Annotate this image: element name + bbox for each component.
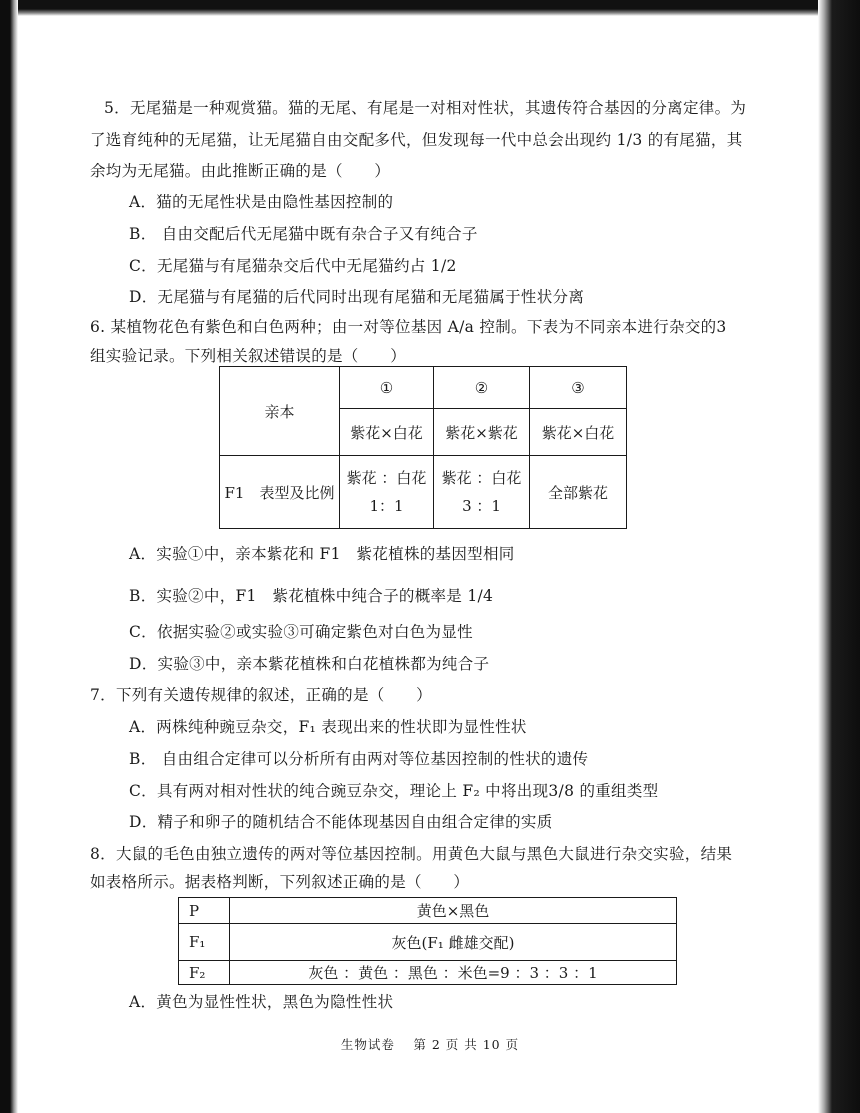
q8-option-a: A．黄色为显性性状，黑色为隐性性状 [129, 993, 394, 1011]
q7-option-b: B． 自由组合定律可以分析所有由两对等位基因控制的性状的遗传 [129, 750, 589, 768]
q6-stem-line2: 组实验记录。下列相关叙述错误的是（ ） [90, 347, 407, 365]
q5-option-d: D．无尾猫与有尾猫的后代同时出现有尾猫和无尾猫属于性状分离 [129, 288, 585, 306]
q6-table-exp3: ③ [530, 367, 627, 409]
q6-table-cross1: 紫花×白花 [340, 409, 434, 456]
q6-cross-table [219, 366, 627, 529]
q8-row-f1-label: F₁ [179, 924, 230, 961]
q6-f1-exp2-value: 3 ：1 [462, 497, 501, 515]
q6-table-exp2: ② [434, 367, 530, 409]
q5-stem-line2: 了选育纯种的无尾猫，让无尾猫自由交配多代，但发现每一代中总会出现约 1/3 的有尾猫，其 [90, 131, 743, 149]
q6-f1-exp1-value: 1：1 [369, 497, 404, 515]
q6-option-b: B．实验②中，F1 紫花植株中纯合子的概率是 1/4 [129, 587, 494, 605]
scan-edge-left [0, 0, 18, 1113]
q6-table-f1-exp3: 全部紫花 [530, 456, 627, 529]
q8-stem-line1: 8．大鼠的毛色由独立遗传的两对等位基因控制。用黄色大鼠与黑色大鼠进行杂交实验，结果 [90, 845, 733, 863]
q6-table-exp1: ① [340, 367, 434, 409]
q6-table-cross2: 紫花×紫花 [434, 409, 530, 456]
q5-option-b: B． 自由交配后代无尾猫中既有杂合子又有纯合子 [129, 225, 478, 243]
q7-option-d: D．精子和卵子的随机结合不能体现基因自由组合定律的实质 [129, 813, 553, 831]
q6-table-cross3: 紫花×白花 [530, 409, 627, 456]
q6-table-parent-label: 亲本 [220, 367, 340, 456]
q8-row-p-label: P [179, 898, 230, 924]
q6-option-d: D．实验③中，亲本紫花植株和白花植株都为纯合子 [129, 655, 490, 673]
q8-row-f2-label: F₂ [179, 961, 230, 985]
q6-f1-exp2-label: 紫花 ：白花 [441, 468, 522, 487]
scan-edge-right [818, 0, 860, 1113]
q8-row-p-value: 黄色×黑色 [230, 898, 677, 924]
q6-table-f1-exp1 [340, 456, 434, 529]
q8-cross-table [178, 897, 677, 985]
q6-option-c: C．依据实验②或实验③可确定紫色对白色为显性 [129, 623, 473, 641]
q5-stem-line1: 5．无尾猫是一种观赏猫。猫的无尾、有尾是一对相对性状，其遗传符合基因的分离定律。为 [104, 99, 747, 117]
q6-table-f1-label: F1 表型及比例 [220, 456, 340, 529]
q8-row-f2-value: 灰色 ：黄色 ：黑色 ：米色=9 ：3 ：3 ：1 [230, 961, 677, 985]
q6-f1-exp1-label: 紫花 ：白花 [346, 468, 427, 487]
page-footer: 生物试卷 第 2 页 共 10 页 [340, 1037, 520, 1052]
q5-option-a: A．猫的无尾性状是由隐性基因控制的 [129, 193, 394, 211]
q8-row-f1-value: 灰色(F₁ 雌雄交配) [230, 924, 677, 961]
q5-stem-line3: 余均为无尾猫。由此推断正确的是（ ） [90, 162, 391, 180]
q7-option-a: A．两株纯种豌豆杂交，F₁ 表现出来的性状即为显性性状 [129, 718, 527, 736]
q7-stem: 7．下列有关遗传规律的叙述，正确的是（ ） [90, 686, 432, 704]
q5-option-c: C．无尾猫与有尾猫杂交后代中无尾猫约占 1/2 [129, 257, 457, 275]
q6-table-f1-exp2 [434, 456, 530, 529]
q7-option-c: C．具有两对相对性状的纯合豌豆杂交，理论上 F₂ 中将出现3/8 的重组类型 [129, 782, 659, 800]
q6-option-a: A．实验①中，亲本紫花和 F1 紫花植株的基因型相同 [129, 545, 515, 563]
scan-edge-top [0, 0, 860, 16]
q8-stem-line2: 如表格所示。据表格判断，下列叙述正确的是（ ） [90, 873, 470, 891]
q6-stem-line1: 6. 某植物花色有紫色和白色两种；由一对等位基因 A/a 控制。下表为不同亲本进行杂交的3 [90, 318, 727, 336]
